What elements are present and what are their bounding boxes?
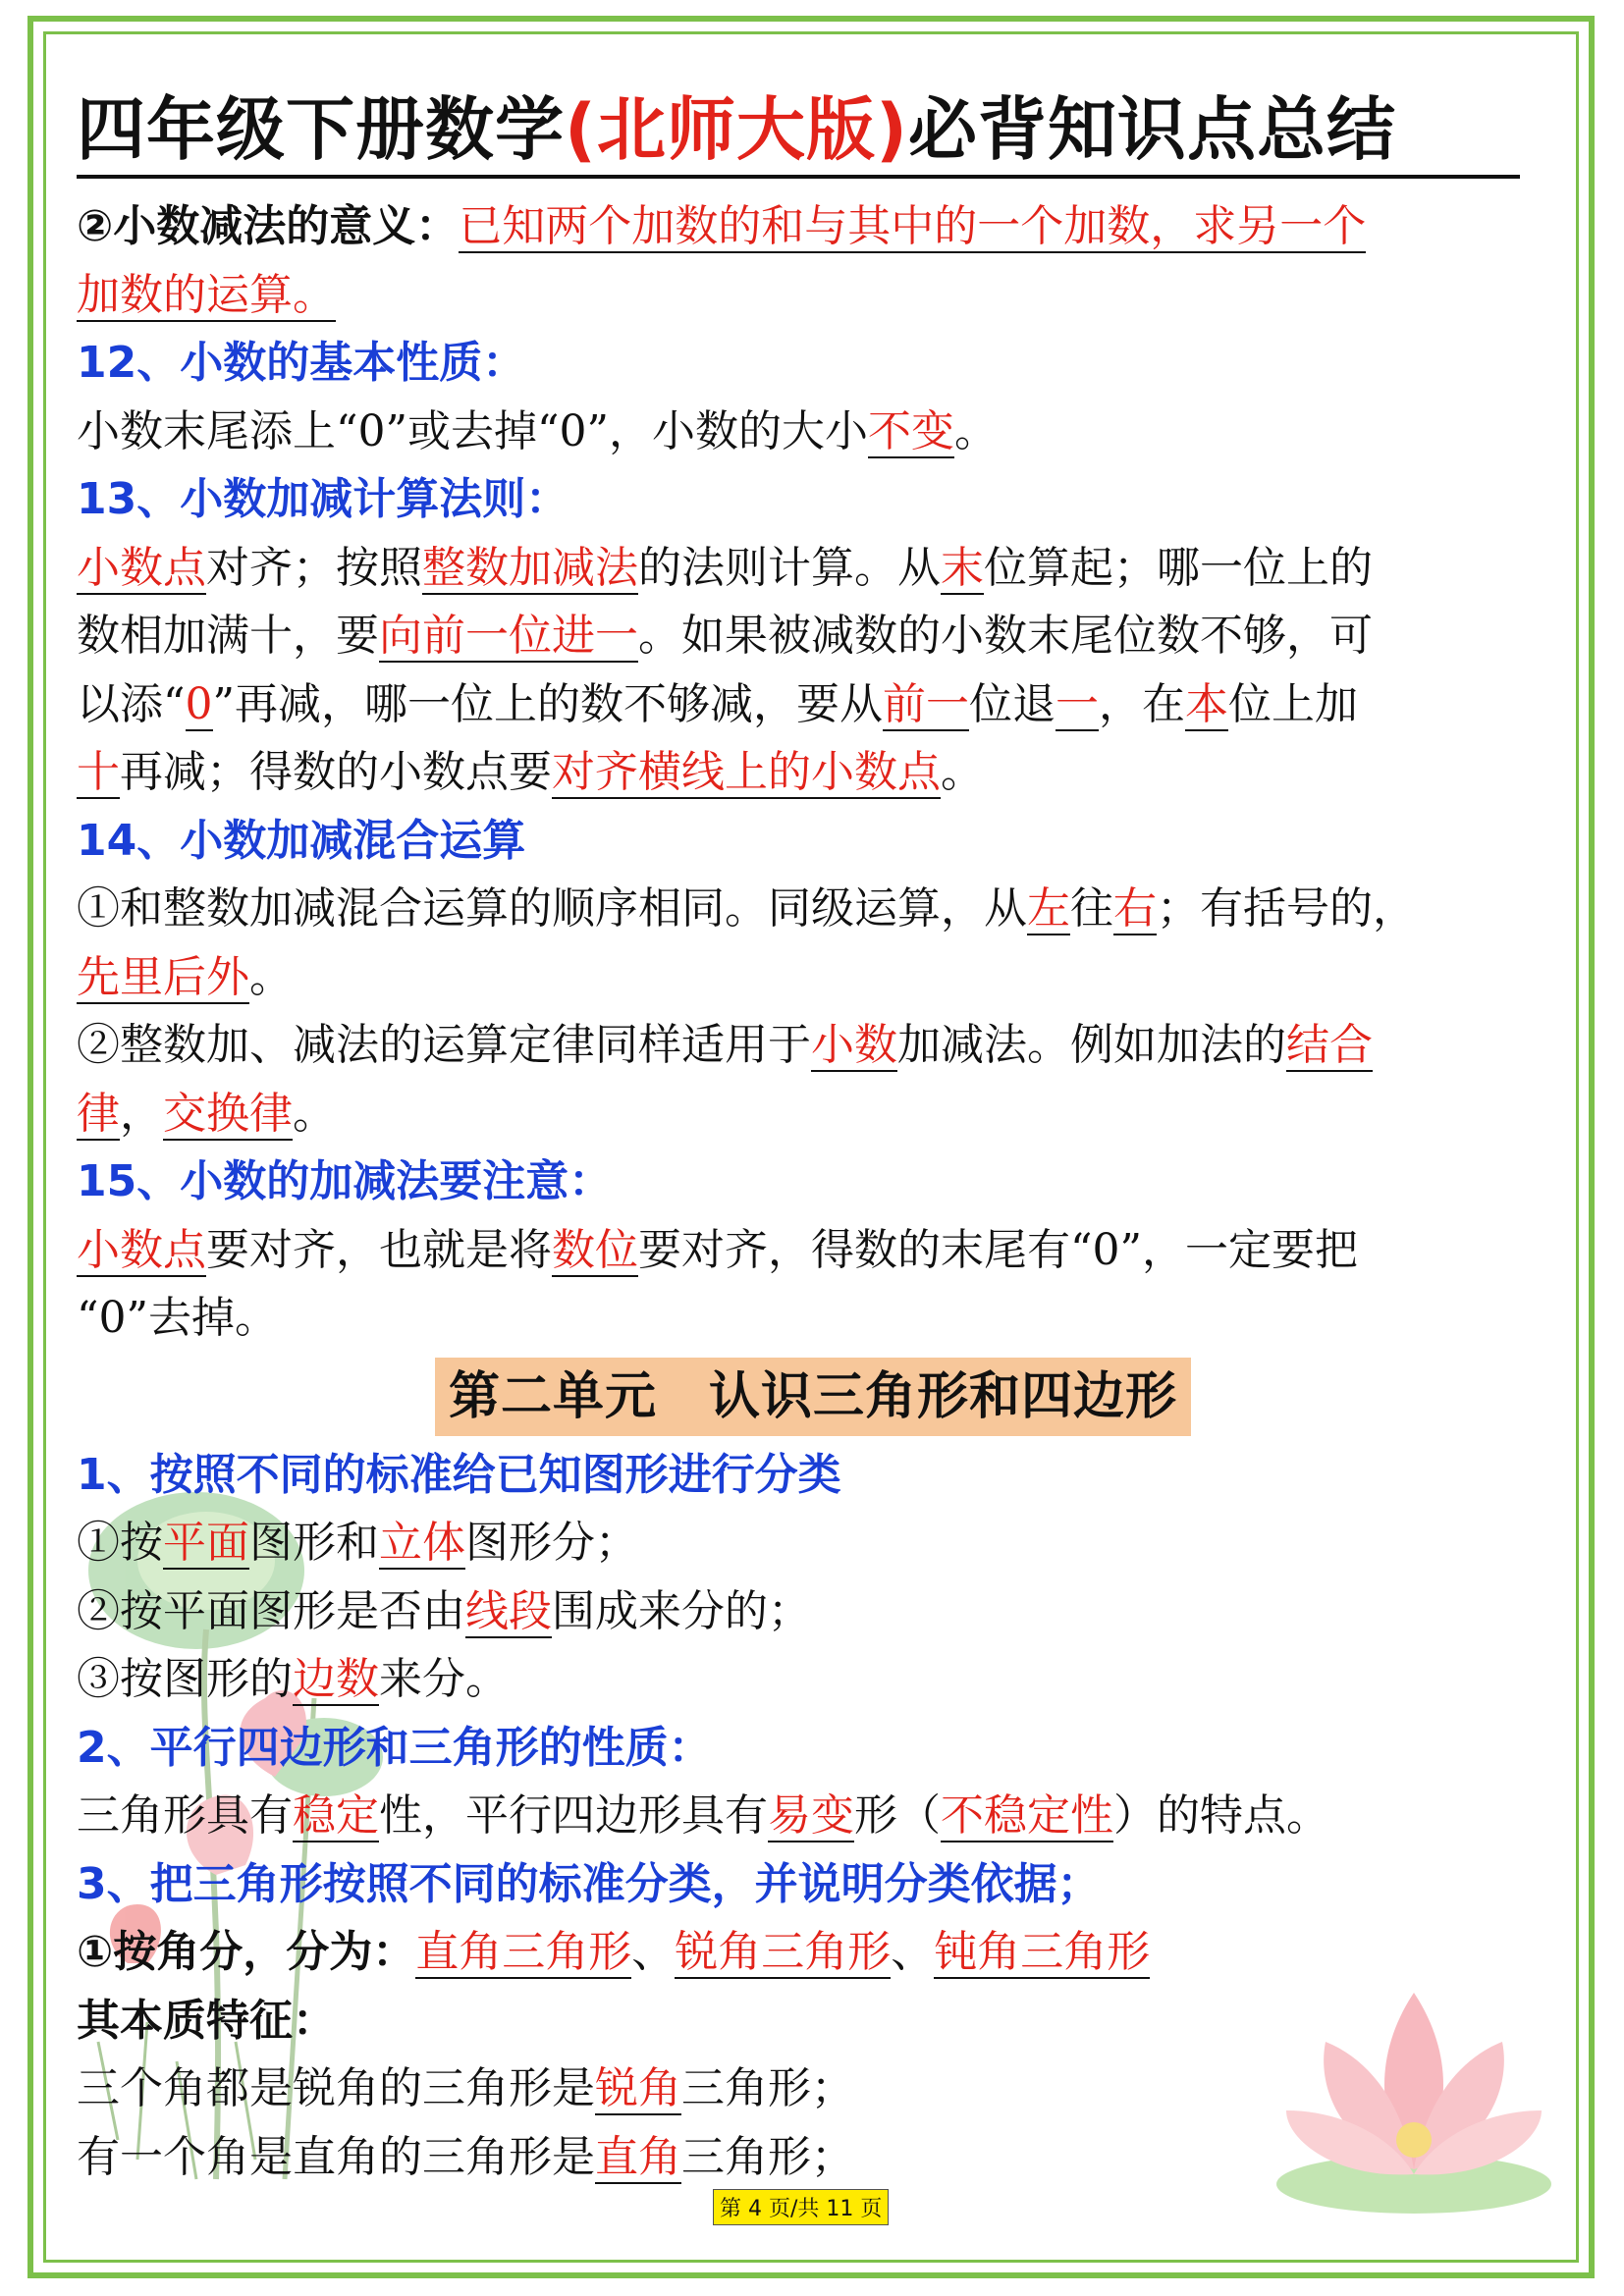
section-heading: 13、小数加减计算法则： (77, 474, 569, 524)
text: ”再减，哪一位上的数不够减，要从 (212, 678, 883, 729)
answer-blank: 小数点 (77, 542, 206, 593)
page-number: 第 4 页/共 11 页 (713, 2189, 889, 2225)
answer-blank: 本 (1185, 678, 1228, 729)
answer-blank: 小数点 (77, 1224, 206, 1275)
answer-blank: 先里后外 (77, 951, 249, 1002)
text: ；有括号的， (1157, 883, 1416, 934)
text: ②整数加、减法的运算定律同样适用于 (77, 1020, 811, 1070)
text: 要对齐，也就是将 (206, 1224, 552, 1275)
answer-blank: 小数 (811, 1020, 897, 1070)
text: 、 (891, 1927, 935, 1977)
answer-blank: 立体 (379, 1518, 465, 1568)
section-heading: 12、小数的基本性质： (77, 338, 526, 388)
text-line (77, 1080, 1549, 1148)
answer-blank: 结合 (1286, 1020, 1373, 1070)
answer-blank: 对齐横线上的小数点 (552, 747, 941, 797)
answer-blank: 不稳定性 (941, 1790, 1113, 1841)
answer-blank: 向前一位进一 (379, 611, 638, 661)
answer-blank: 数位 (552, 1224, 638, 1275)
answer-blank: 十 (77, 747, 120, 797)
answer-blank: 末 (941, 542, 984, 593)
text: 小数末尾添上“0”或去掉“0”，小数的大小 (77, 405, 868, 456)
answer-blank: 律 (77, 1088, 120, 1139)
text-line (77, 1216, 1549, 1285)
answer-blank: 稳定 (293, 1790, 379, 1841)
answer-blank: 左 (1027, 883, 1070, 934)
page-title (77, 80, 1520, 179)
text-line (77, 1782, 1549, 1850)
text: 有一个角是直角的三角形是 (77, 2131, 595, 2182)
answer-blank: 锐角三角形 (675, 1927, 892, 1977)
text-line (77, 261, 1549, 330)
text: 要对齐，得数的末尾有“0”，一定要把 (638, 1224, 1358, 1275)
text: ③按图形的 (77, 1654, 293, 1704)
text: ①和整数加减混合运算的顺序相同。同级运算，从 (77, 883, 1027, 934)
text: 三角形具有 (77, 1790, 293, 1841)
text-line (77, 398, 1549, 466)
title-part-1: 四年级下册数学 (77, 89, 565, 170)
answer-blank: 0 (185, 678, 213, 729)
item-label: ②小数减法的意义： (77, 201, 460, 251)
text: ， (120, 1088, 163, 1139)
text: 位退 (969, 678, 1056, 729)
answer-blank: 加数的运算。 (77, 269, 336, 320)
text-line (77, 2123, 1549, 2192)
text: 加减法。例如加法的 (897, 1020, 1286, 1070)
text: 三角形； (681, 2131, 854, 2182)
text-line (77, 875, 1549, 943)
text-line (77, 1011, 1549, 1080)
text: 再减；得数的小数点要 (120, 747, 552, 797)
text-line (77, 1577, 1549, 1646)
text: 。 (293, 1088, 336, 1139)
item-label: 其本质特征： (77, 1995, 336, 2046)
answer-blank: 已知两个加数的和与其中的一个加数，求另一个 (459, 201, 1367, 251)
text-line (77, 738, 1549, 807)
text: 图形和 (249, 1518, 379, 1568)
unit-heading-wrap (77, 1353, 1549, 1441)
text-line (77, 1645, 1549, 1714)
section-heading: 2、平行四边形和三角形的性质： (77, 1722, 712, 1773)
title-underline (77, 175, 1520, 179)
text-line (77, 602, 1549, 670)
text: ②按平面图形是否由 (77, 1585, 465, 1636)
text: 以添“ (77, 678, 186, 729)
section-heading: 15、小数的加减法要注意： (77, 1156, 613, 1206)
answer-blank: 边数 (293, 1654, 379, 1704)
content (77, 192, 1549, 2191)
text: 图形分； (465, 1518, 638, 1568)
title-edition: (北师大版) (565, 89, 908, 170)
text: 围成来分的； (552, 1585, 811, 1636)
unit-heading: 第二单元 认识三角形和四边形 (435, 1358, 1191, 1436)
answer-blank: 直角三角形 (415, 1927, 632, 1977)
text: 、 (631, 1927, 676, 1977)
text-line (77, 1284, 1549, 1353)
text: ，在 (1099, 678, 1185, 729)
text: ①按 (77, 1518, 163, 1568)
answer-blank: 右 (1113, 883, 1157, 934)
answer-blank: 不变 (867, 405, 954, 456)
text-line (77, 670, 1549, 739)
answer-blank: 钝角三角形 (934, 1927, 1151, 1977)
section-heading: 3、把三角形按照不同的标准分类，并说明分类依据； (77, 1858, 1101, 1909)
text: 来分。 (379, 1654, 509, 1704)
text-line (77, 2055, 1549, 2123)
title-part-2: 必背知识点总结 (907, 89, 1396, 170)
text-line (77, 192, 1549, 261)
text-line (77, 1509, 1549, 1577)
text: 。 (953, 405, 998, 456)
text: 对齐；按照 (206, 542, 422, 593)
text: 三角形； (681, 2063, 854, 2113)
text-line (77, 943, 1549, 1012)
text: 数相加满十，要 (77, 611, 379, 661)
answer-blank: 前一 (883, 678, 969, 729)
answer-blank: 直角 (595, 2131, 681, 2182)
text: 三个角都是锐角的三角形是 (77, 2063, 595, 2113)
text: 。 (941, 747, 984, 797)
text: 。 (249, 951, 293, 1002)
text: 位算起；哪一位上的 (984, 542, 1373, 593)
answer-blank: 一 (1056, 678, 1099, 729)
text: 的法则计算。从 (638, 542, 941, 593)
text-line (77, 534, 1549, 603)
text: “0”去掉。 (77, 1293, 278, 1343)
text: ）的特点。 (1113, 1790, 1329, 1841)
text-line (77, 1918, 1549, 1987)
answer-blank: 锐角 (595, 2063, 681, 2113)
answer-blank: 易变 (768, 1790, 854, 1841)
answer-blank: 线段 (465, 1585, 552, 1636)
section-heading: 14、小数加减混合运算 (77, 815, 526, 866)
text: 。如果被减数的小数末尾位数不够，可 (638, 611, 1373, 661)
section-heading: 1、按照不同的标准给已知图形进行分类 (77, 1449, 841, 1500)
text: 往 (1070, 883, 1113, 934)
answer-blank: 交换律 (163, 1088, 293, 1139)
answer-blank: 整数加减法 (422, 542, 638, 593)
text: 性，平行四边形具有 (379, 1790, 768, 1841)
text: 位上加 (1228, 678, 1358, 729)
item-label: ①按角分，分为： (77, 1927, 416, 1977)
answer-blank: 平面 (163, 1518, 249, 1568)
text: 形（ (854, 1790, 941, 1841)
